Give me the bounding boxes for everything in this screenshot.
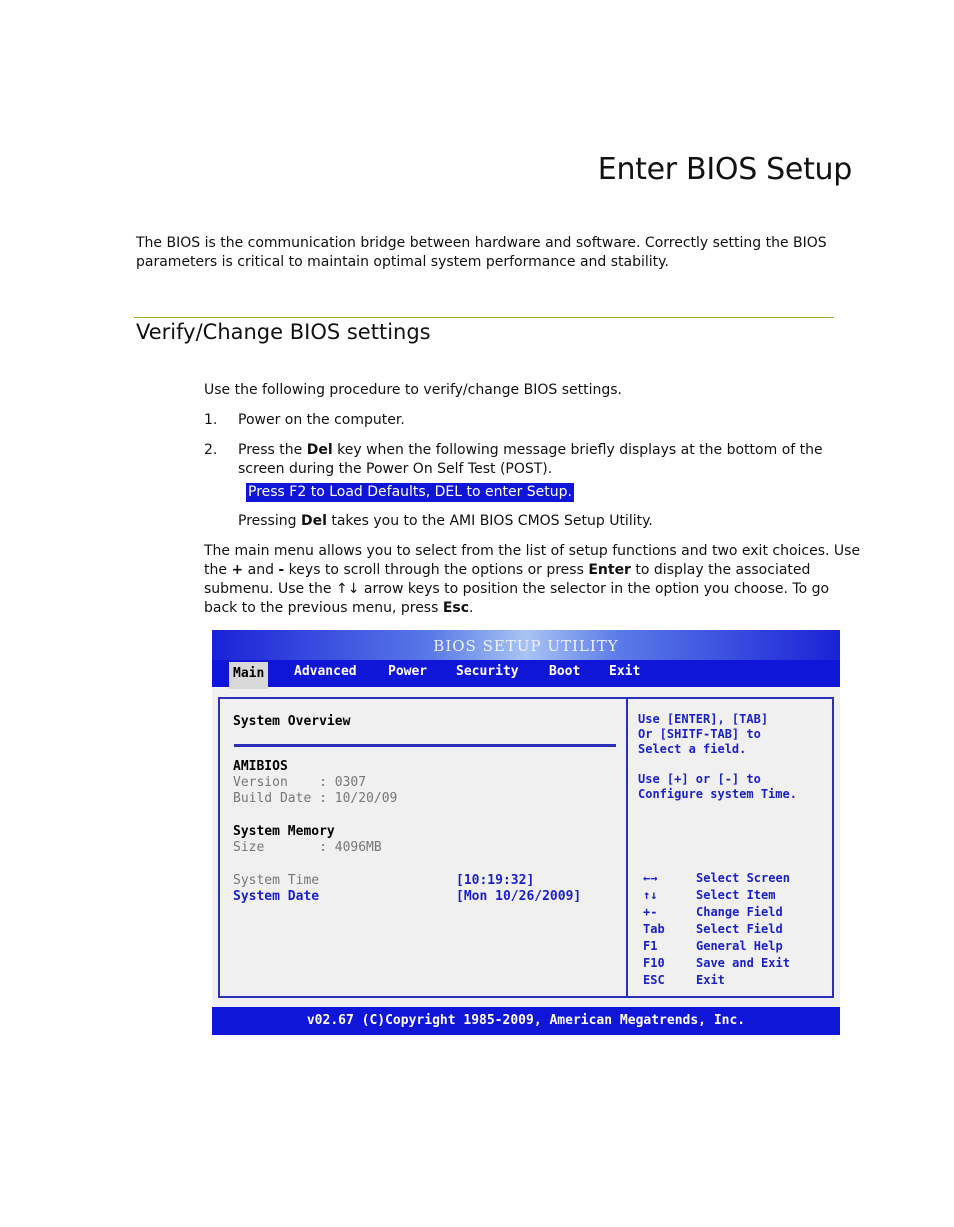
- step-number: 2.: [204, 442, 218, 458]
- version-line: Version : 0307: [233, 775, 367, 790]
- system-time-value[interactable]: [10:19:32]: [456, 873, 535, 888]
- system-memory-label: System Memory: [233, 824, 335, 839]
- intro-paragraph: The BIOS is the communication bridge between hardware and software. Correctly setting the BIOS parameters is critical to maintain optimal system performance and stability.: [136, 235, 827, 270]
- bios-tab-power[interactable]: Power: [388, 664, 428, 679]
- bios-main-panel: [218, 697, 630, 998]
- system-date-label: System Date: [233, 889, 320, 904]
- text-run: Pressing: [238, 513, 301, 529]
- help-line: Configure system Time.: [638, 787, 797, 801]
- key-hint-action: General Help: [696, 939, 783, 953]
- key-esc: Esc: [442, 600, 470, 616]
- key-plus: +: [231, 562, 244, 578]
- key-del: Del: [306, 442, 333, 458]
- text-run: .: [469, 600, 474, 616]
- bios-screen: [212, 630, 840, 1035]
- memory-size-line: Size : 4096MB: [233, 840, 382, 855]
- procedure-intro: Use the following procedure to verify/change BIOS settings.: [204, 382, 622, 398]
- key-hint-key: ↑↓: [643, 888, 658, 902]
- key-hint-key: Tab: [643, 922, 665, 936]
- bios-title-bar: BIOS SETUP UTILITY: [212, 630, 840, 660]
- key-hint-action: Select Item: [696, 888, 776, 902]
- key-hint-action: Select Screen: [696, 871, 790, 885]
- bios-tab-main[interactable]: Main: [229, 662, 268, 689]
- section-heading: Verify/Change BIOS settings: [136, 320, 431, 344]
- bios-tab-security[interactable]: Security: [456, 664, 519, 679]
- key-hint-key: ESC: [643, 973, 665, 987]
- key-hint-key: F1: [643, 939, 658, 953]
- text-run: Press the: [238, 442, 307, 458]
- key-hint-action: Save and Exit: [696, 956, 790, 970]
- bios-menu-bar: [212, 660, 840, 687]
- pressing-text: [238, 512, 653, 531]
- bios-tab-boot[interactable]: Boot: [549, 664, 581, 679]
- bios-help-panel: [626, 697, 834, 998]
- key-hint-action: Select Field: [696, 922, 783, 936]
- section-divider: [134, 317, 834, 318]
- overview-divider: [234, 744, 616, 747]
- system-date-value[interactable]: [Mon 10/26/2009]: [456, 889, 582, 904]
- key-del: Del: [300, 513, 327, 529]
- help-line: Use [+] or [-] to: [638, 772, 761, 786]
- system-time-label: System Time: [233, 873, 320, 888]
- key-enter: Enter: [588, 562, 631, 578]
- key-hint-action: Exit: [696, 973, 725, 987]
- text-run: takes you to the AMI BIOS CMOS Setup Utility.: [326, 513, 653, 529]
- help-line: Select a field.: [638, 742, 747, 756]
- text-run: to display the associated submenu. Use the ↑↓ arrow keys to position the selector in the option you choose. To go back to the previous menu, press: [204, 562, 830, 616]
- text-run: and: [243, 562, 279, 578]
- help-line: Or [SHITF-TAB] to: [638, 727, 761, 741]
- main-menu-paragraph: [204, 542, 864, 618]
- step-number: 1.: [204, 412, 218, 428]
- key-hint-key: F10: [643, 956, 665, 970]
- system-overview-label: System Overview: [233, 714, 351, 729]
- help-line: Use [ENTER], [TAB]: [638, 712, 769, 726]
- bios-copyright-footer: v02.67 (C)Copyright 1985-2009, American Megatrends, Inc.: [212, 1007, 840, 1035]
- text-run: keys to scroll through the options or press: [284, 562, 589, 578]
- bios-tab-advanced[interactable]: Advanced: [294, 664, 357, 679]
- text-run: key when the following message briefly displays at the bottom of the screen during the Power On Self Test (POST).: [238, 442, 823, 477]
- step-text: [238, 441, 858, 479]
- key-minus: -: [278, 562, 285, 578]
- amibios-label: AMIBIOS: [233, 759, 288, 774]
- bios-tab-exit[interactable]: Exit: [609, 664, 641, 679]
- key-hint-action: Change Field: [696, 905, 783, 919]
- page-title: Enter BIOS Setup: [597, 152, 852, 187]
- step-text: Power on the computer.: [238, 412, 405, 428]
- key-hint-key: +-: [643, 905, 658, 919]
- key-hint-key: ←→: [643, 871, 658, 885]
- build-date-line: Build Date : 10/20/09: [233, 791, 398, 806]
- post-message: Press F2 to Load Defaults, DEL to enter Setup.: [248, 484, 572, 500]
- text-run: The main menu allows you to select from the list of setup functions and two exit choices. Use the: [204, 543, 861, 578]
